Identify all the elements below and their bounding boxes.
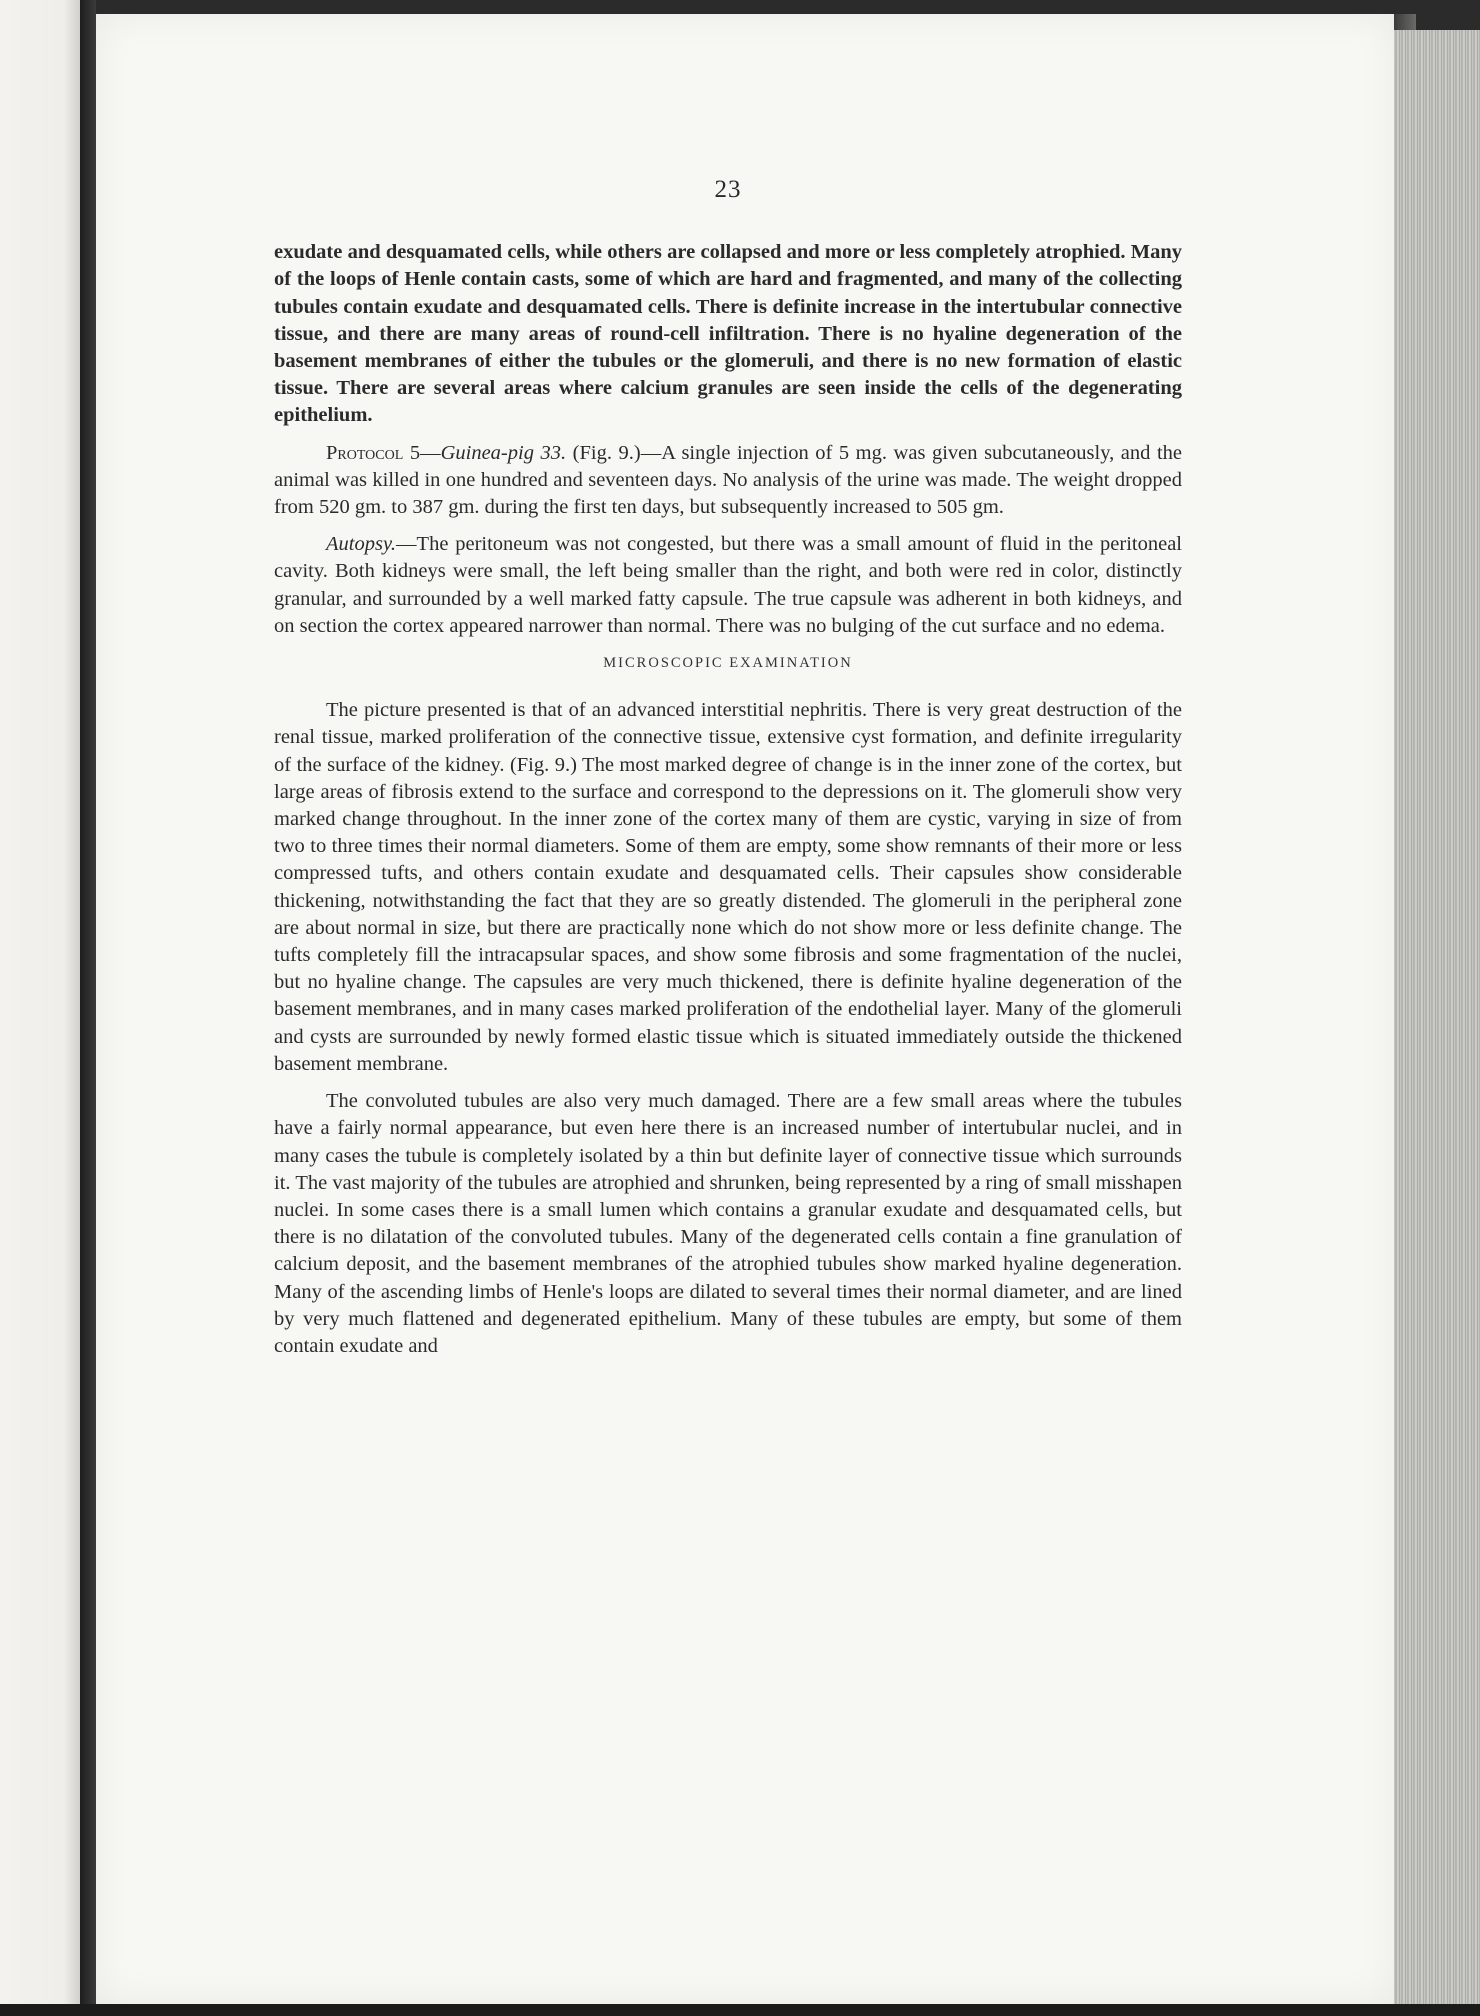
- section-heading: MICROSCOPIC EXAMINATION: [603, 655, 853, 672]
- page-stack-edges: [1394, 30, 1480, 2016]
- autopsy-text: —The peritoneum was not congested, but there was a small amount of fluid in the peritoneal cavity. Both kidneys were small, the left being smaller than the right, and both were red in color, distinctly granular, and surrounded by a well marked fatty capsule. The true capsule was adherent in both kidneys, and on section the cortex appeared narrower than normal. There was no bulging of the cut surface and no edema.: [274, 533, 1182, 637]
- protocol-label: Protocol: [326, 441, 404, 464]
- book-gutter: [80, 0, 96, 2016]
- protocol-number: 5—: [403, 441, 441, 464]
- autopsy-paragraph: [274, 531, 1182, 640]
- page-number: 23: [714, 176, 742, 203]
- previous-page-edge: [0, 0, 80, 2016]
- microscopic-paragraph-2: The convoluted tubules are also very much damaged. There are a few small areas where the tubules have a fairly normal appearance, but even here there is an increased number of intertubular nuclei, and in many cases the tubule is completely isolated by a thin but definite layer of connective tissue which surrounds it. The vast majority of the tubules are atrophied and shrunken, being represented by a ring of small misshapen nuclei. In some cases there is a small lumen which contains a granular exudate and desquamated cells, but there is no dilatation of the convoluted tubules. Many of the degenerated cells contain a fine granulation of calcium deposit, and the basement membranes of the atrophied tubules show marked hyaline degeneration. Many of the ascending limbs of Henle's loops are dilated to several times their normal diameter, and are lined by very much flattened and degenerated epithelium. Many of these tubules are empty, but some of them contain exudate and: [274, 1090, 1182, 1357]
- autopsy-label: Autopsy.: [326, 533, 397, 556]
- scanner-bottom-edge: [0, 2004, 1480, 2016]
- microscopic-paragraph-1: The picture presented is that of an advanced interstitial nephritis. There is very great destruction of the renal tissue, marked proliferation of the connective tissue, extensive cyst formation, and definite irregularity of the surface of the kidney. (Fig. 9.) The most marked degree of change is in the inner zone of the cortex, but large areas of fibrosis extend to the surface and correspond to the depressions on it. The glomeruli show very marked change throughout. In the inner zone of the cortex many of them are cystic, varying in size of from two to three times their normal diameters. Some of them are empty, some show remnants of their more or less compressed tufts, and others contain exudate and desquamated cells. Their capsules show considerable thickening, notwithstanding the fact that they are so greatly distended. The glomeruli in the peripheral zone are about normal in size, but there are practically none which do not show more or less definite change. The tufts completely fill the intracapsular spaces, and show some fibrosis and some fragmentation of the nuclei, but no hyaline change. The capsules are very much thickened, there is definite hyaline degeneration of the basement membranes, and in many cases marked proliferation of the endothelial layer. Many of the glomeruli and cysts are surrounded by newly formed elastic tissue which is situated immediately outside the thickened basement membrane.: [274, 699, 1182, 1075]
- protocol-paragraph: [274, 440, 1182, 522]
- paragraph-continuation: exudate and desquamated cells, while others are collapsed and more or less completely atrophied. Many of the loops of Henle contain casts, some of which are hard and fragmented, and many of the collecting tubules contain exudate and desquamated cells. There is definite increase in the intertubular connective tissue, and there are many areas of round-cell infiltration. There is no hyaline degeneration of the basement membranes of either the tubules or the glomeruli, and there is no new formation of elastic tissue. There are several areas where calcium granules are seen inside the cells of the degenerating epithelium.: [274, 241, 1182, 427]
- protocol-text: (Fig. 9.)—A single injection of 5 mg. was given subcutaneously, and the animal was killed in one hundred and seventeen days. No analysis of the urine was made. The weight dropped from 520 gm. to 387 gm. during the first ten days, but subsequently increased to 505 gm.: [274, 441, 1183, 519]
- protocol-subject: Guinea-pig 33.: [440, 441, 567, 464]
- page-text-block: [274, 176, 1182, 1370]
